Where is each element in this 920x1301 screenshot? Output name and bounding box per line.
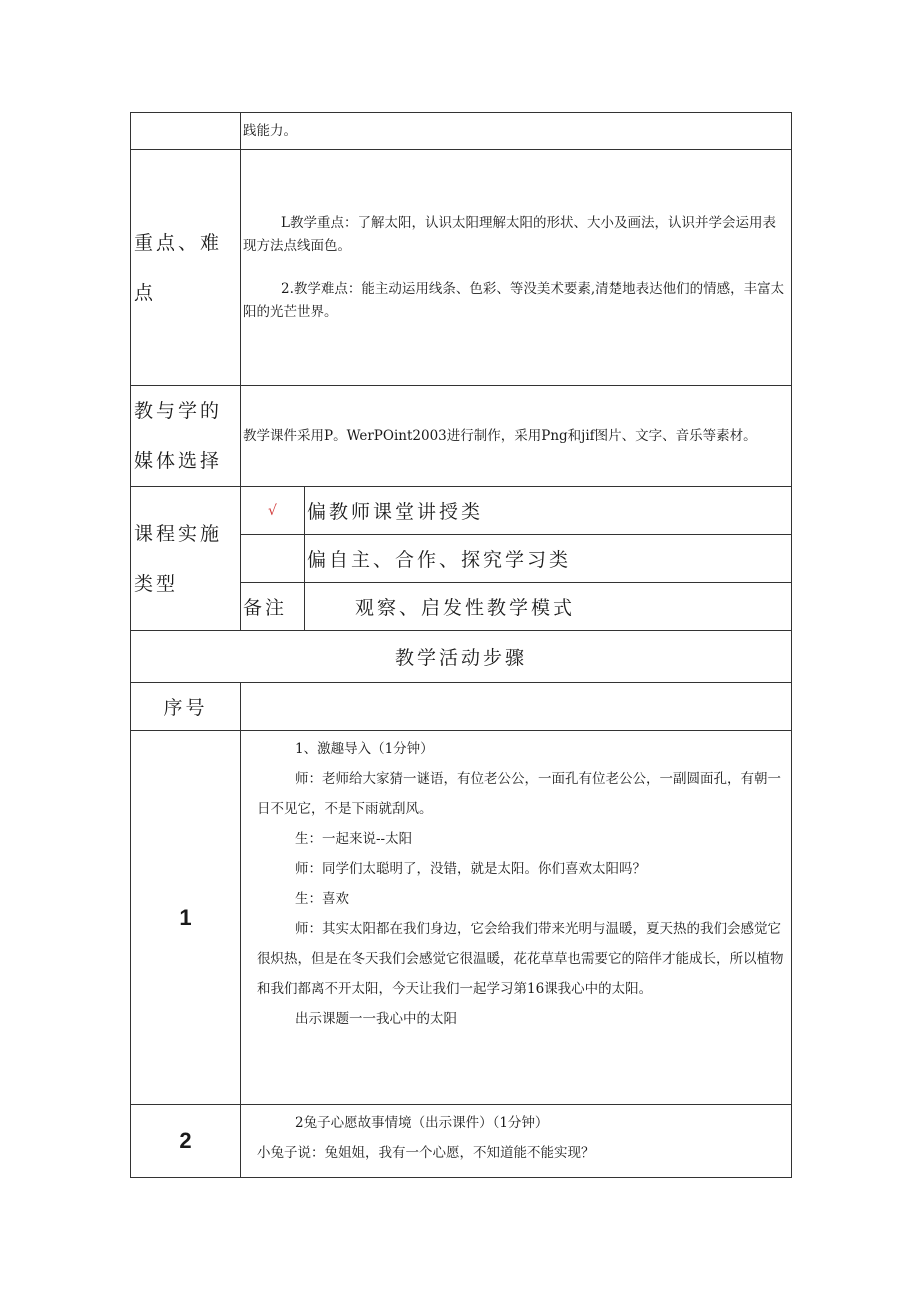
lesson-plan-table	[130, 112, 792, 1178]
steps-title: 教学活动步骤	[131, 631, 792, 683]
course-type-option-2: 偏自主、合作、探究学习类	[305, 535, 792, 583]
course-type-label: 课程实施类型	[131, 487, 241, 631]
key-points-label: 重点、难点	[131, 150, 241, 386]
step-line: 生：一起来说--太阳	[295, 831, 413, 847]
row-practice	[131, 113, 792, 150]
key-point-2: 2.教学难点：能主动运用线条、色彩、等没美术要素,清楚地表达他们的情感，丰富太阳的光芒世界。	[243, 280, 785, 320]
remark-value: 观察、启发性教学模式	[305, 583, 792, 631]
step-number: 2	[131, 1105, 241, 1178]
row-media	[131, 386, 792, 487]
row-step-1	[131, 731, 792, 1105]
step-line: 1、激趣导入（1分钟）	[295, 741, 434, 757]
step-line: 师：老师给大家猜一谜语，有位老公公，一面孔有位老公公，一副圆面孔，有朝一日不见它，不是下雨就刮风。	[257, 771, 781, 817]
step-line: 师：同学们太聪明了，没错，就是太阳。你们喜欢太阳吗？	[295, 861, 646, 877]
row-course-type-1	[131, 487, 792, 535]
practice-text: 践能力。	[243, 122, 297, 139]
check-mark: √	[241, 487, 305, 535]
step-line: 小兔子说：兔姐姐，我有一个心愿，不知道能不能实现？	[257, 1145, 595, 1161]
media-label: 教与学的媒体选择	[131, 386, 241, 487]
step-line: 2兔子心愿故事情境（出示课件）（1分钟）	[295, 1115, 549, 1131]
step-line: 生：喜欢	[295, 891, 349, 907]
seq-label: 序号	[131, 683, 241, 731]
step-number: 1	[131, 731, 241, 1105]
empty-label-cell	[131, 113, 241, 150]
row-step-2	[131, 1105, 792, 1178]
row-key-points	[131, 150, 792, 386]
remark-label: 备注	[241, 583, 305, 631]
empty-check-cell	[241, 535, 305, 583]
row-steps-title	[131, 631, 792, 683]
seq-content-header	[241, 683, 792, 731]
key-point-1: L教学重点：了解太阳，认识太阳理解太阳的形状、大小及画法，认识并学会运用表现方法点线面色。	[243, 214, 776, 254]
course-type-option-1: 偏教师课堂讲授类	[305, 487, 792, 535]
step-line: 出示课题一一我心中的太阳	[295, 1011, 457, 1027]
media-text: 教学课件采用P。WerPOint2003进行制作，采用Png和jif图片、文字、音乐等素材。	[243, 427, 757, 444]
step-line: 师：其实太阳都在我们身边，它会给我们带来光明与温暖，夏天热的我们会感觉它很炽热，但是在冬天我们会感觉它很温暖，花花草草也需要它的陪伴才能成长，所以植物和我们都离不开太阳，今天让我们一起学习第16课我心中的太阳。	[257, 921, 784, 997]
row-seq-header	[131, 683, 792, 731]
